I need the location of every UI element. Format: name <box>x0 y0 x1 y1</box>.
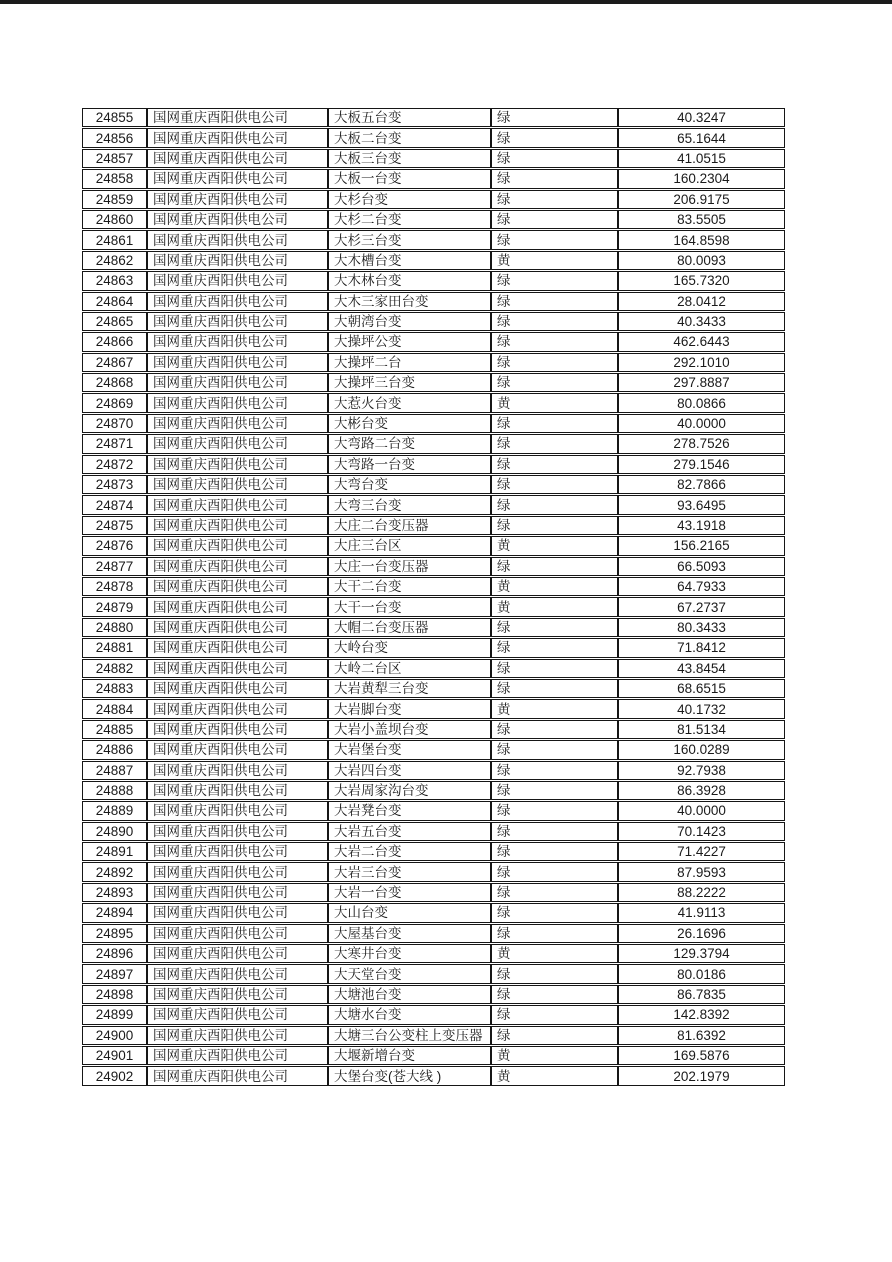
cell-company: 国网重庆酉阳供电公司 <box>147 1046 328 1065</box>
table-row <box>82 230 785 249</box>
cell-row-id: 24885 <box>82 720 147 739</box>
cell-status: 绿 <box>491 475 618 494</box>
cell-station-name: 大干二台变 <box>328 577 491 596</box>
cell-status: 黄 <box>491 1066 618 1085</box>
cell-station-name: 大岩三台变 <box>328 862 491 881</box>
cell-station-name: 大操坪二台 <box>328 353 491 372</box>
cell-row-id: 24896 <box>82 944 147 963</box>
table-row <box>82 638 785 657</box>
table-row <box>82 475 785 494</box>
cell-company: 国网重庆酉阳供电公司 <box>147 271 328 290</box>
cell-status: 绿 <box>491 964 618 983</box>
cell-value: 40.3247 <box>618 108 785 127</box>
cell-row-id: 24894 <box>82 903 147 922</box>
cell-station-name: 大塘池台变 <box>328 985 491 1004</box>
cell-company: 国网重庆酉阳供电公司 <box>147 414 328 433</box>
page-top-edge-bar <box>0 0 892 4</box>
cell-station-name: 大杉二台变 <box>328 210 491 229</box>
cell-status: 绿 <box>491 903 618 922</box>
cell-company: 国网重庆酉阳供电公司 <box>147 332 328 351</box>
cell-station-name: 大朝湾台变 <box>328 312 491 331</box>
cell-status: 绿 <box>491 740 618 759</box>
cell-row-id: 24901 <box>82 1046 147 1065</box>
cell-company: 国网重庆酉阳供电公司 <box>147 720 328 739</box>
table-row <box>82 679 785 698</box>
table-row <box>82 434 785 453</box>
cell-row-id: 24886 <box>82 740 147 759</box>
cell-station-name: 大天堂台变 <box>328 964 491 983</box>
cell-row-id: 24875 <box>82 516 147 535</box>
table-row <box>82 251 785 270</box>
table-row <box>82 985 785 1004</box>
cell-status: 绿 <box>491 190 618 209</box>
table-row <box>82 332 785 351</box>
cell-station-name: 大操坪公变 <box>328 332 491 351</box>
cell-value: 80.0866 <box>618 393 785 412</box>
table-row <box>82 516 785 535</box>
table-row <box>82 597 785 616</box>
cell-company: 国网重庆酉阳供电公司 <box>147 1066 328 1085</box>
table-row <box>82 801 785 820</box>
cell-row-id: 24870 <box>82 414 147 433</box>
table-row <box>82 312 785 331</box>
table-row <box>82 862 785 881</box>
cell-station-name: 大板三台变 <box>328 149 491 168</box>
table-row <box>82 557 785 576</box>
cell-value: 160.2304 <box>618 169 785 188</box>
cell-status: 绿 <box>491 659 618 678</box>
cell-company: 国网重庆酉阳供电公司 <box>147 679 328 698</box>
cell-status: 绿 <box>491 985 618 1004</box>
cell-row-id: 24869 <box>82 393 147 412</box>
cell-value: 80.0093 <box>618 251 785 270</box>
cell-company: 国网重庆酉阳供电公司 <box>147 822 328 841</box>
cell-status: 绿 <box>491 332 618 351</box>
cell-row-id: 24855 <box>82 108 147 127</box>
cell-row-id: 24862 <box>82 251 147 270</box>
cell-value: 278.7526 <box>618 434 785 453</box>
table-row <box>82 618 785 637</box>
cell-company: 国网重庆酉阳供电公司 <box>147 434 328 453</box>
cell-company: 国网重庆酉阳供电公司 <box>147 190 328 209</box>
cell-company: 国网重庆酉阳供电公司 <box>147 761 328 780</box>
cell-company: 国网重庆酉阳供电公司 <box>147 393 328 412</box>
cell-row-id: 24893 <box>82 883 147 902</box>
cell-row-id: 24872 <box>82 455 147 474</box>
cell-station-name: 大岩一台变 <box>328 883 491 902</box>
cell-status: 绿 <box>491 210 618 229</box>
cell-row-id: 24897 <box>82 964 147 983</box>
cell-value: 40.1732 <box>618 699 785 718</box>
cell-row-id: 24888 <box>82 781 147 800</box>
cell-row-id: 24882 <box>82 659 147 678</box>
cell-station-name: 大板二台变 <box>328 128 491 147</box>
cell-station-name: 大木林台变 <box>328 271 491 290</box>
cell-value: 142.8392 <box>618 1005 785 1024</box>
table-row <box>82 1046 785 1065</box>
cell-station-name: 大弯路一台变 <box>328 455 491 474</box>
table-row <box>82 699 785 718</box>
cell-row-id: 24858 <box>82 169 147 188</box>
cell-status: 绿 <box>491 230 618 249</box>
cell-company: 国网重庆酉阳供电公司 <box>147 251 328 270</box>
cell-row-id: 24868 <box>82 373 147 392</box>
cell-value: 40.0000 <box>618 801 785 820</box>
cell-value: 164.8598 <box>618 230 785 249</box>
cell-company: 国网重庆酉阳供电公司 <box>147 536 328 555</box>
cell-company: 国网重庆酉阳供电公司 <box>147 373 328 392</box>
cell-company: 国网重庆酉阳供电公司 <box>147 781 328 800</box>
cell-station-name: 大干一台变 <box>328 597 491 616</box>
table-row <box>82 108 785 127</box>
cell-station-name: 大岩二台变 <box>328 842 491 861</box>
cell-value: 71.8412 <box>618 638 785 657</box>
cell-value: 40.0000 <box>618 414 785 433</box>
cell-row-id: 24899 <box>82 1005 147 1024</box>
cell-company: 国网重庆酉阳供电公司 <box>147 149 328 168</box>
cell-row-id: 24887 <box>82 761 147 780</box>
cell-status: 绿 <box>491 1026 618 1045</box>
cell-row-id: 24879 <box>82 597 147 616</box>
cell-value: 88.2222 <box>618 883 785 902</box>
cell-status: 绿 <box>491 373 618 392</box>
table-row <box>82 495 785 514</box>
cell-value: 83.5505 <box>618 210 785 229</box>
cell-station-name: 大岭二台区 <box>328 659 491 678</box>
cell-row-id: 24859 <box>82 190 147 209</box>
cell-status: 黄 <box>491 251 618 270</box>
cell-row-id: 24874 <box>82 495 147 514</box>
cell-row-id: 24883 <box>82 679 147 698</box>
cell-value: 41.0515 <box>618 149 785 168</box>
cell-row-id: 24889 <box>82 801 147 820</box>
cell-company: 国网重庆酉阳供电公司 <box>147 577 328 596</box>
cell-status: 绿 <box>491 924 618 943</box>
cell-company: 国网重庆酉阳供电公司 <box>147 353 328 372</box>
cell-status: 绿 <box>491 271 618 290</box>
table-row <box>82 353 785 372</box>
cell-station-name: 大操坪三台变 <box>328 373 491 392</box>
cell-station-name: 大弯三台变 <box>328 495 491 514</box>
table-row <box>82 577 785 596</box>
cell-value: 279.1546 <box>618 455 785 474</box>
cell-row-id: 24881 <box>82 638 147 657</box>
cell-station-name: 大岩黄犁三台变 <box>328 679 491 698</box>
cell-company: 国网重庆酉阳供电公司 <box>147 638 328 657</box>
cell-row-id: 24890 <box>82 822 147 841</box>
cell-station-name: 大塘水台变 <box>328 1005 491 1024</box>
cell-station-name: 大板一台变 <box>328 169 491 188</box>
cell-value: 65.1644 <box>618 128 785 147</box>
cell-station-name: 大木槽台变 <box>328 251 491 270</box>
cell-status: 绿 <box>491 638 618 657</box>
cell-company: 国网重庆酉阳供电公司 <box>147 292 328 311</box>
cell-value: 92.7938 <box>618 761 785 780</box>
cell-status: 绿 <box>491 862 618 881</box>
cell-value: 80.0186 <box>618 964 785 983</box>
cell-station-name: 大木三家田台变 <box>328 292 491 311</box>
cell-company: 国网重庆酉阳供电公司 <box>147 985 328 1004</box>
cell-status: 黄 <box>491 577 618 596</box>
cell-value: 86.3928 <box>618 781 785 800</box>
table-row <box>82 128 785 147</box>
cell-station-name: 大寒井台变 <box>328 944 491 963</box>
table-row <box>82 190 785 209</box>
cell-status: 绿 <box>491 679 618 698</box>
cell-row-id: 24865 <box>82 312 147 331</box>
cell-value: 67.2737 <box>618 597 785 616</box>
cell-value: 68.6515 <box>618 679 785 698</box>
cell-value: 462.6443 <box>618 332 785 351</box>
cell-status: 绿 <box>491 1005 618 1024</box>
cell-status: 绿 <box>491 149 618 168</box>
cell-company: 国网重庆酉阳供电公司 <box>147 128 328 147</box>
table-row <box>82 761 785 780</box>
cell-row-id: 24861 <box>82 230 147 249</box>
cell-value: 26.1696 <box>618 924 785 943</box>
cell-station-name: 大彬台变 <box>328 414 491 433</box>
cell-station-name: 大岩脚台变 <box>328 699 491 718</box>
cell-status: 绿 <box>491 822 618 841</box>
cell-status: 绿 <box>491 618 618 637</box>
cell-status: 黄 <box>491 536 618 555</box>
cell-value: 86.7835 <box>618 985 785 1004</box>
cell-status: 黄 <box>491 1046 618 1065</box>
cell-company: 国网重庆酉阳供电公司 <box>147 1026 328 1045</box>
cell-company: 国网重庆酉阳供电公司 <box>147 455 328 474</box>
cell-value: 81.5134 <box>618 720 785 739</box>
cell-company: 国网重庆酉阳供电公司 <box>147 557 328 576</box>
table-row <box>82 822 785 841</box>
cell-company: 国网重庆酉阳供电公司 <box>147 108 328 127</box>
table-row <box>82 1005 785 1024</box>
cell-company: 国网重庆酉阳供电公司 <box>147 944 328 963</box>
cell-value: 80.3433 <box>618 618 785 637</box>
cell-value: 28.0412 <box>618 292 785 311</box>
cell-row-id: 24884 <box>82 699 147 718</box>
cell-row-id: 24892 <box>82 862 147 881</box>
cell-value: 66.5093 <box>618 557 785 576</box>
cell-status: 绿 <box>491 842 618 861</box>
table-row <box>82 149 785 168</box>
cell-value: 165.7320 <box>618 271 785 290</box>
cell-value: 43.8454 <box>618 659 785 678</box>
table-row <box>82 455 785 474</box>
cell-station-name: 大堰新增台变 <box>328 1046 491 1065</box>
cell-station-name: 大岩周家沟台变 <box>328 781 491 800</box>
cell-status: 绿 <box>491 557 618 576</box>
cell-company: 国网重庆酉阳供电公司 <box>147 618 328 637</box>
cell-status: 绿 <box>491 495 618 514</box>
cell-row-id: 24891 <box>82 842 147 861</box>
cell-status: 绿 <box>491 516 618 535</box>
cell-status: 绿 <box>491 781 618 800</box>
cell-status: 绿 <box>491 312 618 331</box>
table-row <box>82 292 785 311</box>
cell-company: 国网重庆酉阳供电公司 <box>147 210 328 229</box>
cell-value: 206.9175 <box>618 190 785 209</box>
cell-company: 国网重庆酉阳供电公司 <box>147 903 328 922</box>
cell-status: 绿 <box>491 292 618 311</box>
cell-station-name: 大庄三台区 <box>328 536 491 555</box>
cell-value: 82.7866 <box>618 475 785 494</box>
cell-value: 64.7933 <box>618 577 785 596</box>
table-row <box>82 659 785 678</box>
table-row <box>82 1066 785 1085</box>
cell-company: 国网重庆酉阳供电公司 <box>147 862 328 881</box>
cell-station-name: 大岩四台变 <box>328 761 491 780</box>
cell-status: 绿 <box>491 108 618 127</box>
table-row <box>82 414 785 433</box>
table-row <box>82 720 785 739</box>
cell-station-name: 大岭台变 <box>328 638 491 657</box>
cell-row-id: 24864 <box>82 292 147 311</box>
table-row <box>82 944 785 963</box>
cell-station-name: 大板五台变 <box>328 108 491 127</box>
cell-company: 国网重庆酉阳供电公司 <box>147 924 328 943</box>
cell-status: 绿 <box>491 801 618 820</box>
cell-value: 40.3433 <box>618 312 785 331</box>
cell-station-name: 大山台变 <box>328 903 491 922</box>
cell-status: 绿 <box>491 414 618 433</box>
cell-station-name: 大岩堡台变 <box>328 740 491 759</box>
cell-status: 绿 <box>491 169 618 188</box>
table-row <box>82 536 785 555</box>
cell-status: 绿 <box>491 455 618 474</box>
cell-station-name: 大惹火台变 <box>328 393 491 412</box>
cell-row-id: 24871 <box>82 434 147 453</box>
cell-status: 绿 <box>491 128 618 147</box>
cell-station-name: 大弯台变 <box>328 475 491 494</box>
cell-row-id: 24876 <box>82 536 147 555</box>
cell-value: 156.2165 <box>618 536 785 555</box>
table-row <box>82 210 785 229</box>
cell-company: 国网重庆酉阳供电公司 <box>147 597 328 616</box>
cell-status: 黄 <box>491 699 618 718</box>
table-row <box>82 964 785 983</box>
cell-row-id: 24866 <box>82 332 147 351</box>
cell-value: 81.6392 <box>618 1026 785 1045</box>
cell-row-id: 24895 <box>82 924 147 943</box>
cell-company: 国网重庆酉阳供电公司 <box>147 230 328 249</box>
cell-value: 70.1423 <box>618 822 785 841</box>
cell-company: 国网重庆酉阳供电公司 <box>147 169 328 188</box>
cell-station-name: 大塘三台公变柱上变压器 <box>328 1026 491 1045</box>
cell-value: 41.9113 <box>618 903 785 922</box>
cell-status: 绿 <box>491 434 618 453</box>
cell-value: 297.8887 <box>618 373 785 392</box>
cell-station-name: 大岩五台变 <box>328 822 491 841</box>
cell-company: 国网重庆酉阳供电公司 <box>147 516 328 535</box>
cell-company: 国网重庆酉阳供电公司 <box>147 312 328 331</box>
table-row <box>82 883 785 902</box>
cell-company: 国网重庆酉阳供电公司 <box>147 801 328 820</box>
cell-row-id: 24860 <box>82 210 147 229</box>
cell-station-name: 大庄一台变压器 <box>328 557 491 576</box>
cell-station-name: 大屋基台变 <box>328 924 491 943</box>
cell-row-id: 24867 <box>82 353 147 372</box>
cell-station-name: 大岩凳台变 <box>328 801 491 820</box>
cell-row-id: 24898 <box>82 985 147 1004</box>
cell-station-name: 大弯路二台变 <box>328 434 491 453</box>
transformer-status-table <box>82 107 785 1087</box>
cell-value: 71.4227 <box>618 842 785 861</box>
table-row <box>82 373 785 392</box>
cell-station-name: 大庄二台变压器 <box>328 516 491 535</box>
cell-value: 87.9593 <box>618 862 785 881</box>
cell-status: 绿 <box>491 883 618 902</box>
cell-company: 国网重庆酉阳供电公司 <box>147 495 328 514</box>
cell-row-id: 24880 <box>82 618 147 637</box>
cell-row-id: 24902 <box>82 1066 147 1085</box>
cell-company: 国网重庆酉阳供电公司 <box>147 842 328 861</box>
cell-value: 43.1918 <box>618 516 785 535</box>
cell-row-id: 24877 <box>82 557 147 576</box>
cell-value: 160.0289 <box>618 740 785 759</box>
table-row <box>82 740 785 759</box>
cell-value: 129.3794 <box>618 944 785 963</box>
cell-company: 国网重庆酉阳供电公司 <box>147 475 328 494</box>
cell-company: 国网重庆酉阳供电公司 <box>147 740 328 759</box>
cell-company: 国网重庆酉阳供电公司 <box>147 659 328 678</box>
cell-company: 国网重庆酉阳供电公司 <box>147 1005 328 1024</box>
cell-station-name: 大堡台变(苍大线 ) <box>328 1066 491 1085</box>
cell-value: 93.6495 <box>618 495 785 514</box>
table-row <box>82 393 785 412</box>
table-row <box>82 842 785 861</box>
cell-company: 国网重庆酉阳供电公司 <box>147 964 328 983</box>
cell-status: 黄 <box>491 393 618 412</box>
table-body <box>82 108 785 1086</box>
cell-row-id: 24900 <box>82 1026 147 1045</box>
table-row <box>82 924 785 943</box>
table-row <box>82 903 785 922</box>
table-row <box>82 271 785 290</box>
table-row <box>82 169 785 188</box>
cell-row-id: 24878 <box>82 577 147 596</box>
cell-status: 绿 <box>491 353 618 372</box>
cell-station-name: 大杉三台变 <box>328 230 491 249</box>
table-row <box>82 1026 785 1045</box>
cell-status: 绿 <box>491 720 618 739</box>
cell-status: 绿 <box>491 761 618 780</box>
cell-company: 国网重庆酉阳供电公司 <box>147 699 328 718</box>
cell-value: 169.5876 <box>618 1046 785 1065</box>
cell-row-id: 24863 <box>82 271 147 290</box>
cell-station-name: 大帽二台变压器 <box>328 618 491 637</box>
cell-row-id: 24873 <box>82 475 147 494</box>
cell-station-name: 大岩小盖坝台变 <box>328 720 491 739</box>
cell-status: 黄 <box>491 944 618 963</box>
cell-row-id: 24857 <box>82 149 147 168</box>
cell-company: 国网重庆酉阳供电公司 <box>147 883 328 902</box>
cell-value: 292.1010 <box>618 353 785 372</box>
table-row <box>82 781 785 800</box>
cell-row-id: 24856 <box>82 128 147 147</box>
cell-status: 黄 <box>491 597 618 616</box>
cell-station-name: 大杉台变 <box>328 190 491 209</box>
cell-value: 202.1979 <box>618 1066 785 1085</box>
